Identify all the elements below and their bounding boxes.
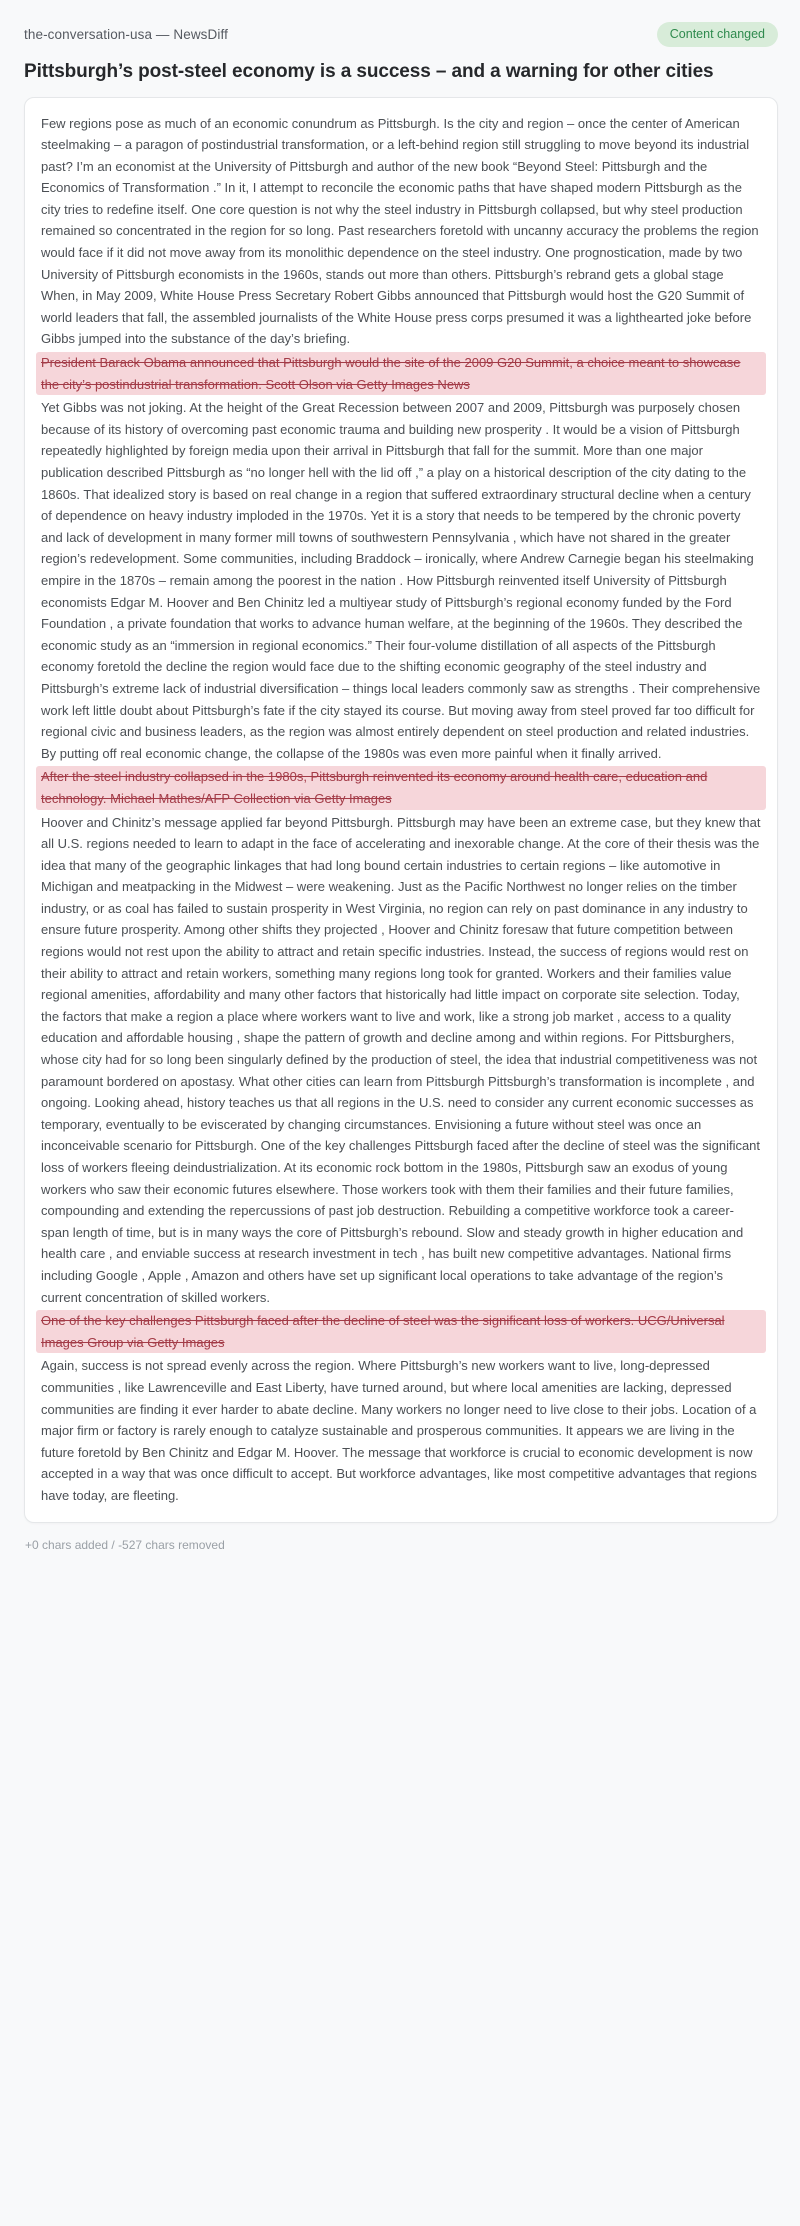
source-label: the-conversation-usa — NewsDiff xyxy=(24,26,228,42)
removed-text-block: President Barack Obama announced that Pittsburgh would the site of the 2009 G20 Summit, a choice meant to showcase the city’s postindustrial transformation. Scott Olson via Getty Images News xyxy=(36,352,766,395)
diff-paragraph: Again, success is not spread evenly across the region. Where Pittsburgh’s new workers want to live, long-depressed communities , like Lawrenceville and East Liberty, have turned around, but where local amenities are lacking, depressed communities are finding it ever harder to abate decline. Many workers no longer need to live close to their jobs. Location of a major firm or factory is rarely enough to catalyze sustainable and prosperous communities. It appears we are living in the future foretold by Ben Chinitz and Edgar M. Hoover. The message that workforce is crucial to economic development is now accepted in a way that was once difficult to accept. But workforce advantages, like most competitive advantages that regions have today, are fleeting. xyxy=(41,1358,757,1503)
removed-text-block: After the steel industry collapsed in the 1980s, Pittsburgh reinvented its economy around health care, education and technology. Michael Mathes/AFP Collection via Getty Images xyxy=(36,766,766,809)
page-title: Pittsburgh’s post-steel economy is a success – and a warning for other cities xyxy=(24,60,714,82)
diff-paragraph: Hoover and Chinitz’s message applied far beyond Pittsburgh. Pittsburgh may have been an extreme case, but they knew that all U.S. regions needed to learn to adapt in the face of accelerating and inexorable change. At the core of their thesis was the idea that many of the geographic linkages that had long bound certain industries to certain regions – like automotive in Michigan and meatpacking in the Midwest – were weakening. Just as the Pacific Northwest no longer relies on the timber industry, or as coal has failed to sustain prosperity in West Virginia, no region can rely on past dominance in any industry to ensure future prosperity. Among other shifts they projected , Hoover and Chinitz foresaw that future competition between regions would not rest upon the ability to attract and retain specific industries. Instead, the success of regions would rest on their ability to attract and retain workers, something many regions long took for granted. Workers and their families value regional amenities, affordability and many other factors that historically had little impact on corporate site selection. Today, the factors that make a region a place where workers want to live and work, like a strong job market , access to a quality education and affordable housing , shape the pattern of growth and decline among and within regions. For Pittsburghers, whose city had for so long been singularly defined by the production of steel, the idea that industrial competitiveness was not paramount bordered on apostasy. What other cities can learn from Pittsburgh Pittsburgh’s transformation is incomplete , and ongoing. Looking ahead, history teaches us that all regions in the U.S. need to consider any current economic successes as temporary, eventually to be eviscerated by changing circumstances. Envisioning a future without steel was once an inconceivable scenario for Pittsburgh. One of the key challenges Pittsburgh faced after the decline of steel was the significant loss of workers fleeing deindustrialization. At its economic rock bottom in the 1980s, Pittsburgh saw an exodus of young workers who saw their economic futures elsewhere. Those workers took with them their families and their future families, compounding and extending the repercussions of past job destruction. Rebuilding a competitive workforce took a career-span length of time, but is in many ways the core of Pittsburgh’s rebound. Slow and steady growth in higher education and health care , and enviable success at research investment in tech , has built new competitive advantages. National firms including Google , Apple , Amazon and others have set up significant local operations to take advantage of the region’s current concentration of skilled workers. xyxy=(41,814,761,1305)
status-badge: Content changed xyxy=(657,22,778,47)
diff-paragraph: Few regions pose as much of an economic conundrum as Pittsburgh. Is the city and region – once the center of American steelmaking – a paragon of postindustrial transformation, or a left-behind region still struggling to move beyond its industrial past? I’m an economist at the University of Pittsburgh and author of the new book “Beyond Steel: Pittsburgh and the Economics of Transformation .” In it, I attempt to reconcile the economic paths that have shaped modern Pittsburgh as the city tries to redefine itself. One core question is not why the steel industry in Pittsburgh collapsed, but why steel production remained so concentrated in the region for so long. Past researchers foretold with uncanny accuracy the problems the region would face if it did not move away from its monolithic dependence on the steel industry. One prognostication, made by two University of Pittsburgh economists in the 1960s, stands out more than others. Pittsburgh’s rebrand gets a global stage When, in May 2009, White House Press Secretary Robert Gibbs announced that Pittsburgh would host the G20 Summit of world leaders that fall, the assembled journalists of the White House press corps presumed it was a lighthearted joke before Gibbs jumped into the substance of the day’s briefing. xyxy=(41,115,759,347)
diff-paragraph: Yet Gibbs was not joking. At the height of the Great Recession between 2007 and 2009, Pittsburgh was purposely chosen because of its history of overcoming past economic trauma and building new prosperity . It would be a vision of Pittsburgh repeatedly highlighted by foreign media upon their arrival in Pittsburgh that fall for the summit. More than one major publication described Pittsburgh as “no longer hell with the lid off ,” a play on a historical description of the city dating to the 1860s. That idealized story is based on real change in a region that suffered extraordinary structural decline when a century of dependence on heavy industry imploded in the 1970s. Yet it is a story that needs to be tempered by the chronic poverty and lack of development in many former mill towns of southwestern Pennsylvania , which have not shared in the greater region’s redevelopment. Some communities, including Braddock – ironically, where Andrew Carnegie began his steelmaking empire in the 1870s – remain among the poorest in the nation . How Pittsburgh reinvented itself University of Pittsburgh economists Edgar M. Hoover and Ben Chinitz led a multiyear study of Pittsburgh’s regional economy funded by the Ford Foundation , a private foundation that works to advance human welfare, at the beginning of the 1960s. They described the economic study as an “immersion in regional economics.” Their four-volume distillation of all aspects of the Pittsburgh economy foretold the decline the region would face due to the shifting economic geography of the steel industry and Pittsburgh’s extreme lack of industrial diversification – things local leaders commonly saw as strengths . Their comprehensive work left little doubt about Pittsburgh’s fate if the city stayed its course. But moving away from steel proved far too difficult for regional civic and business leaders, as the region was almost entirely dependent on steel production and related industries. By putting off real economic change, the collapse of the 1980s was even more painful when it finally arrived. xyxy=(41,400,761,761)
article-diff-card xyxy=(24,97,778,1523)
removed-text-block: One of the key challenges Pittsburgh faced after the decline of steel was the significant loss of workers. UCG/Universal Images Group via Getty Images xyxy=(36,1310,766,1353)
diff-change-summary: +0 chars added / -527 chars removed xyxy=(25,1537,225,1552)
page-header xyxy=(24,22,778,47)
